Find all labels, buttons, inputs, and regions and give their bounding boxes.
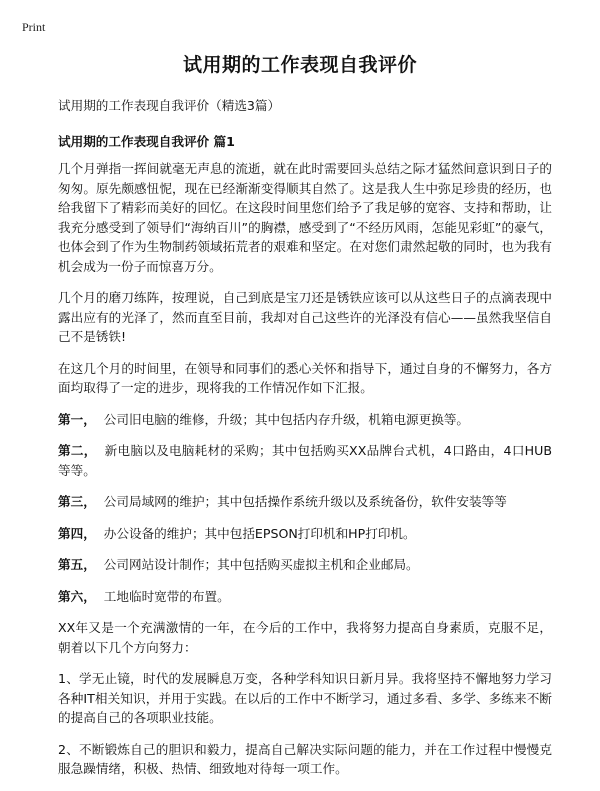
section-heading: 试用期的工作表现自我评价 篇1 bbox=[58, 133, 235, 149]
list-item-label: 第五， bbox=[58, 557, 96, 572]
list-item-text: 办公设备的维护；其中包括EPSON打印机和HP打印机。 bbox=[103, 525, 416, 541]
list-item-label: 第六， bbox=[58, 588, 96, 604]
list-item-label: 第三， bbox=[58, 494, 96, 509]
list-item-label: 第一， bbox=[58, 411, 96, 427]
list-item bbox=[58, 524, 552, 544]
list-item bbox=[58, 555, 552, 575]
list-item bbox=[58, 492, 552, 512]
paragraph: 几个月的磨刀练阵，按理说，自己到底是宝刀还是锈铁应该可以从这些日子的点滴表现中露出应有的光泽了，然而直至目前，我却对自己这些许的光泽没有信心——虽然我坚信自己不是锈铁! bbox=[58, 290, 552, 344]
closing-paragraph: 1、学无止镜，时代的发展瞬息万变，各种学科知识日新月异。我将坚持不懈地努力学习各种IT相关知识，并用于实践。在以后的工作中不断学习，通过多看、多学、多练来不断的提高自己的各项职业技能。 bbox=[58, 671, 552, 725]
list-item-text: 工地临时宽带的布置。 bbox=[103, 588, 230, 604]
list-item bbox=[58, 587, 552, 607]
paragraph: 在这几个月的时间里，在领导和同事们的悉心关怀和指导下，通过自身的不懈努力，各方面均取得了一定的进步，现将我的工作情况作如下汇报。 bbox=[58, 360, 552, 395]
print-link[interactable]: Print bbox=[22, 20, 46, 34]
list-item-text: 公司网站设计制作；其中包括购买虚拟主机和企业邮局。 bbox=[103, 557, 419, 572]
document-body bbox=[58, 96, 552, 791]
paragraph: 几个月弹指一挥间就毫无声息的流逝，就在此时需要回头总结之际才猛然间意识到日子的匆匆。原先颇感忸怩，现在已经渐渐变得顺其自然了。这是我人生中弥足珍贵的经历，也给我留下了精彩而美好的回忆。在这段时间里您们给予了我足够的宽容、支持和帮助，让我充分感受到了领导们“海纳百川”的胸襟，感受到了“不经历风雨，怎能见彩虹”的豪气，也体会到了作为生物制药领域拓荒者的艰难和坚定。在对您们肃然起敬的同时，也为我有机会成为一份子而惊喜万分。 bbox=[58, 161, 552, 274]
document-subtitle: 试用期的工作表现自我评价（精选3篇） bbox=[58, 98, 281, 113]
list-item-text: 新电脑以及电脑耗材的采购；其中包括购买XX品牌台式机，4口路由，4口HUB等等。 bbox=[58, 443, 553, 478]
list-item-label: 第四， bbox=[58, 525, 96, 541]
list-item-text: 公司旧电脑的维修，升级；其中包括内存升级，机箱电源更换等。 bbox=[103, 411, 469, 427]
document-title: 试用期的工作表现自我评价 bbox=[182, 54, 417, 76]
list-item bbox=[58, 410, 552, 430]
closing-paragraph: XX年又是一个充满激情的一年，在今后的工作中，我将努力提高自身素质，克服不足，朝着以下几个方向努力： bbox=[58, 620, 552, 655]
closing-paragraph: 2、不断锻炼自己的胆识和毅力，提高自己解决实际问题的能力，并在工作过程中慢慢克服急躁情绪，积极、热情、细致地对待每一项工作。 bbox=[58, 741, 552, 776]
list-item-label: 第二， bbox=[58, 443, 97, 458]
list-item bbox=[58, 441, 552, 480]
list-item-text: 公司局域网的维护；其中包括操作系统升级以及系统备份，软件安装等等 bbox=[103, 494, 507, 509]
